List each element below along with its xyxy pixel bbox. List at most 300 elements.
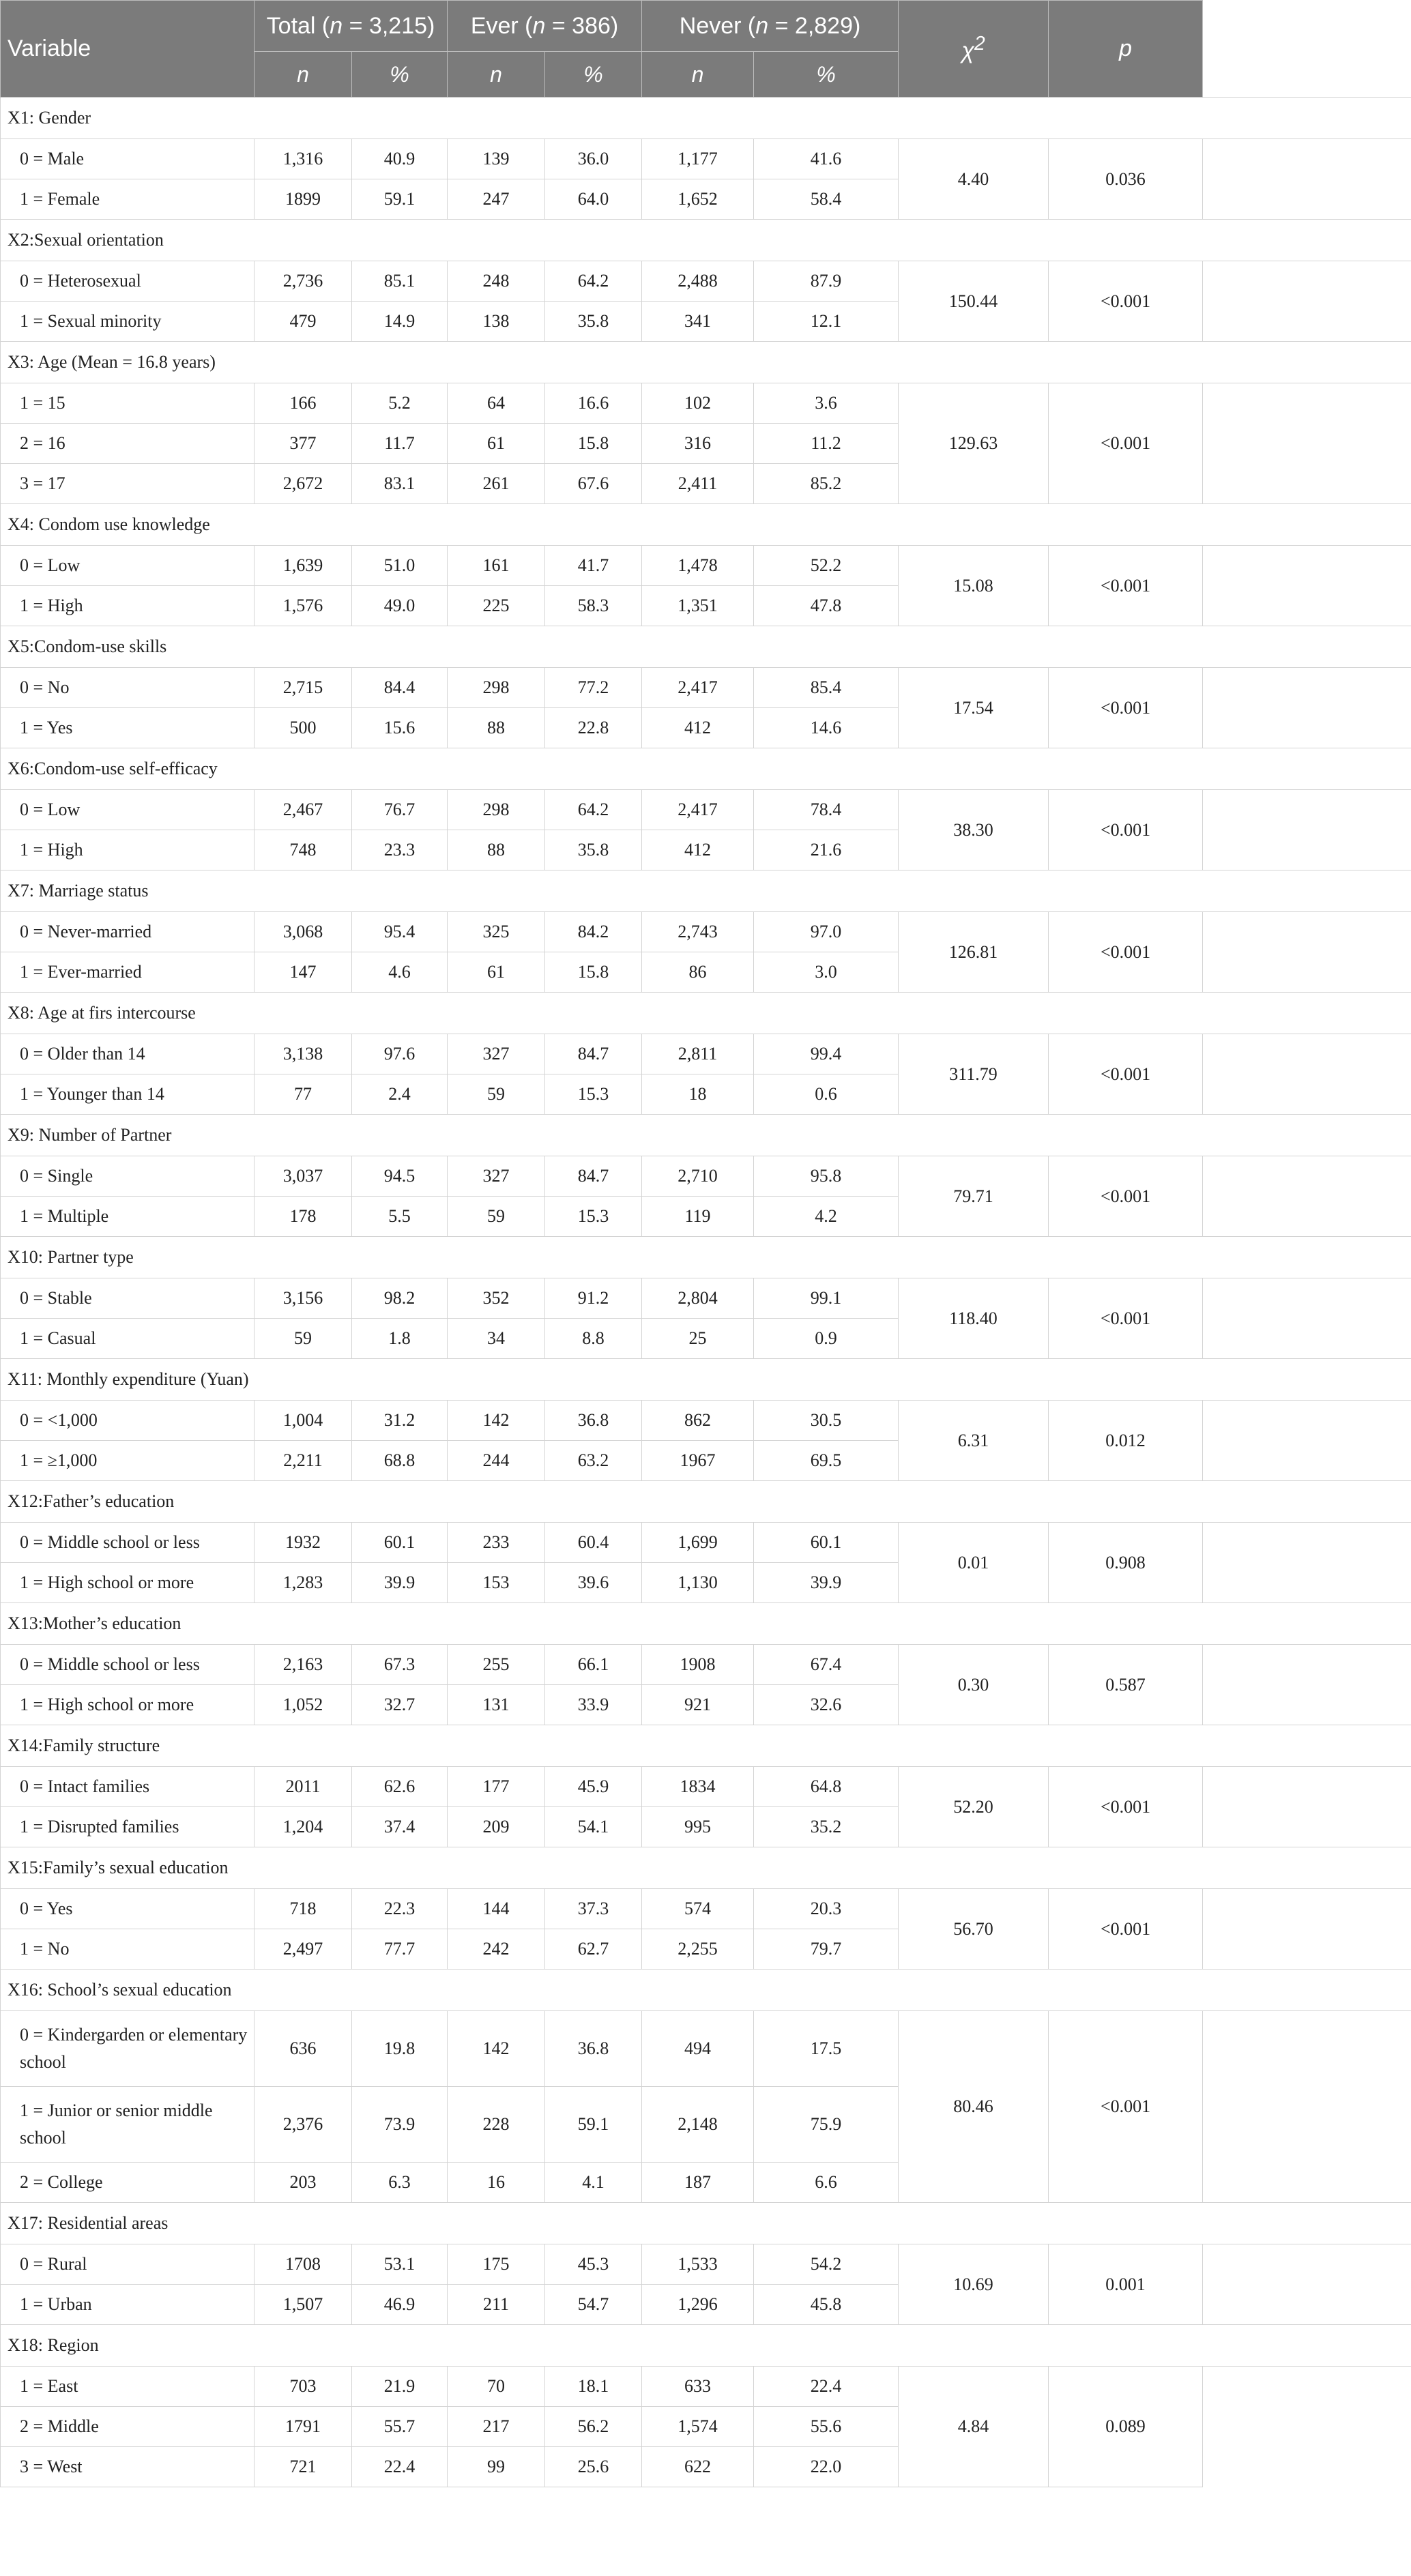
value-cell: 494 [642,2011,754,2087]
category-label: 1 = Female [1,179,254,220]
table-row [1,1401,1411,1441]
value-cell: 1,052 [254,1685,352,1725]
category-label: 1 = Urban [1,2285,254,2325]
value-cell: 636 [254,2011,352,2087]
chi-square-value: 56.70 [899,1889,1049,1970]
value-cell: 22.3 [352,1889,448,1929]
value-cell: 64.0 [545,179,642,220]
value-cell: 51.0 [352,546,448,586]
value-cell: 15.8 [545,952,642,993]
value-cell: 67.3 [352,1645,448,1685]
value-cell: 58.3 [545,586,642,626]
value-cell: 87.9 [754,261,899,302]
value-cell: 84.4 [352,668,448,708]
value-cell: 35.2 [754,1807,899,1847]
value-cell: 228 [448,2087,545,2163]
value-cell: 1,316 [254,139,352,179]
value-cell: 1,652 [642,179,754,220]
value-cell: 52.2 [754,546,899,586]
value-cell: 84.2 [545,912,642,952]
value-cell: 166 [254,383,352,424]
section-row [1,1725,1411,1767]
chi-square-value: 0.30 [899,1645,1049,1725]
category-label: 1 = Junior or senior middle school [1,2087,254,2163]
value-cell: 61 [448,952,545,993]
category-label: 3 = West [1,2447,254,2487]
chi-square-value: 129.63 [899,383,1049,504]
value-cell: 19.8 [352,2011,448,2087]
category-label: 1 = Casual [1,1319,254,1359]
section-row [1,1970,1411,2011]
p-value: <0.001 [1049,668,1203,748]
value-cell: 64.8 [754,1767,899,1807]
value-cell: 64.2 [545,790,642,830]
chi-square-value: 118.40 [899,1278,1049,1359]
value-cell: 703 [254,2367,352,2407]
category-label: 0 = Intact families [1,1767,254,1807]
value-cell: 119 [642,1197,754,1237]
value-cell: 178 [254,1197,352,1237]
p-value: <0.001 [1049,261,1203,342]
section-row [1,98,1411,139]
value-cell: 78.4 [754,790,899,830]
value-cell: 1,507 [254,2285,352,2325]
table-row [1,1767,1411,1807]
value-cell: 22.4 [352,2447,448,2487]
value-cell: 2,417 [642,668,754,708]
value-cell: 23.3 [352,830,448,870]
value-cell: 25 [642,1319,754,1359]
value-cell: 2,715 [254,668,352,708]
value-cell: 1,351 [642,586,754,626]
value-cell: 412 [642,830,754,870]
chi-square-value: 126.81 [899,912,1049,993]
value-cell: 1967 [642,1441,754,1481]
section-row [1,1359,1411,1401]
value-cell: 1,204 [254,1807,352,1847]
value-cell: 2.4 [352,1074,448,1115]
table-row [1,1278,1411,1319]
chi-square-value: 150.44 [899,261,1049,342]
p-value: 0.587 [1049,1645,1203,1725]
value-cell: 1,533 [642,2244,754,2285]
value-cell: 1,130 [642,1563,754,1603]
value-cell: 11.2 [754,424,899,464]
value-cell: 298 [448,790,545,830]
value-cell: 97.6 [352,1034,448,1074]
value-cell: 53.1 [352,2244,448,2285]
value-cell: 138 [448,302,545,342]
chi-square-value: 311.79 [899,1034,1049,1115]
table-body [1,98,1411,2487]
value-cell: 255 [448,1645,545,1685]
value-cell: 36.8 [545,2011,642,2087]
table-row [1,2367,1411,2407]
value-cell: 1708 [254,2244,352,2285]
value-cell: 327 [448,1156,545,1197]
p-value-header: p [1049,1,1203,98]
value-cell: 16 [448,2163,545,2203]
value-cell: 21.9 [352,2367,448,2407]
value-cell: 15.3 [545,1074,642,1115]
ever-pct-header: % [545,52,642,98]
value-cell: 12.1 [754,302,899,342]
never-n-header: n [642,52,754,98]
category-label: 1 = High school or more [1,1685,254,1725]
value-cell: 2,710 [642,1156,754,1197]
value-cell: 40.9 [352,139,448,179]
value-cell: 0.6 [754,1074,899,1115]
p-value: <0.001 [1049,1889,1203,1970]
value-cell: 574 [642,1889,754,1929]
p-value: 0.089 [1049,2367,1203,2487]
section-title: X11: Monthly expenditure (Yuan) [1,1359,1411,1401]
value-cell: 0.9 [754,1319,899,1359]
section-row [1,2203,1411,2244]
category-label: 1 = Sexual minority [1,302,254,342]
value-cell: 5.2 [352,383,448,424]
value-cell: 1932 [254,1523,352,1563]
value-cell: 22.4 [754,2367,899,2407]
value-cell: 325 [448,912,545,952]
p-value: 0.001 [1049,2244,1203,2325]
category-label: 1 = High [1,830,254,870]
value-cell: 66.1 [545,1645,642,1685]
value-cell: 22.8 [545,708,642,748]
category-label: 0 = Older than 14 [1,1034,254,1074]
value-cell: 11.7 [352,424,448,464]
chi-square-value: 79.71 [899,1156,1049,1237]
value-cell: 153 [448,1563,545,1603]
category-label: 0 = Single [1,1156,254,1197]
value-cell: 316 [642,424,754,464]
value-cell: 85.4 [754,668,899,708]
value-cell: 39.9 [754,1563,899,1603]
section-title: X7: Marriage status [1,870,1411,912]
value-cell: 79.7 [754,1929,899,1970]
value-cell: 3,156 [254,1278,352,1319]
value-cell: 248 [448,261,545,302]
value-cell: 60.4 [545,1523,642,1563]
table-row [1,790,1411,830]
value-cell: 67.6 [545,464,642,504]
value-cell: 55.6 [754,2407,899,2447]
category-label: 0 = Male [1,139,254,179]
value-cell: 131 [448,1685,545,1725]
value-cell: 75.9 [754,2087,899,2163]
p-value: <0.001 [1049,1156,1203,1237]
section-title: X15:Family’s sexual education [1,1847,1411,1889]
value-cell: 242 [448,1929,545,1970]
table-row [1,1645,1411,1685]
value-cell: 4.6 [352,952,448,993]
value-cell: 88 [448,708,545,748]
value-cell: 3.6 [754,383,899,424]
value-cell: 2,497 [254,1929,352,1970]
category-label: 1 = No [1,1929,254,1970]
value-cell: 68.8 [352,1441,448,1481]
value-cell: 1.8 [352,1319,448,1359]
category-label: 2 = 16 [1,424,254,464]
value-cell: 500 [254,708,352,748]
total-pct-header: % [352,52,448,98]
table-row [1,261,1411,302]
p-value: <0.001 [1049,383,1203,504]
value-cell: 6.3 [352,2163,448,2203]
value-cell: 2,467 [254,790,352,830]
category-label: 3 = 17 [1,464,254,504]
value-cell: 32.6 [754,1685,899,1725]
chi-square-header: $\chi^2$ [899,1,1049,98]
category-label: 0 = Kindergarden or elementary school [1,2011,254,2087]
value-cell: 187 [642,2163,754,2203]
value-cell: 54.7 [545,2285,642,2325]
value-cell: 69.5 [754,1441,899,1481]
value-cell: 2011 [254,1767,352,1807]
value-cell: 59.1 [545,2087,642,2163]
value-cell: 3,138 [254,1034,352,1074]
value-cell: 88 [448,830,545,870]
p-value: <0.001 [1049,2011,1203,2203]
value-cell: 37.3 [545,1889,642,1929]
value-cell: 161 [448,546,545,586]
p-value: 0.908 [1049,1523,1203,1603]
value-cell: 144 [448,1889,545,1929]
value-cell: 1,576 [254,586,352,626]
value-cell: 55.7 [352,2407,448,2447]
value-cell: 62.6 [352,1767,448,1807]
table-row [1,1034,1411,1074]
value-cell: 718 [254,1889,352,1929]
value-cell: 49.0 [352,586,448,626]
value-cell: 70 [448,2367,545,2407]
table-row [1,1156,1411,1197]
value-cell: 862 [642,1401,754,1441]
value-cell: 77.2 [545,668,642,708]
table-header [1,1,1411,98]
table-row [1,1889,1411,1929]
category-label: 0 = Never-married [1,912,254,952]
value-cell: 95.4 [352,912,448,952]
value-cell: 61 [448,424,545,464]
value-cell: 59 [448,1197,545,1237]
value-cell: 3,037 [254,1156,352,1197]
value-cell: 60.1 [352,1523,448,1563]
table-row [1,383,1411,424]
value-cell: 33.9 [545,1685,642,1725]
p-value: 0.012 [1049,1401,1203,1481]
value-cell: 36.8 [545,1401,642,1441]
value-cell: 60.1 [754,1523,899,1563]
value-cell: 233 [448,1523,545,1563]
ever-group-header: Ever (n = 386) [448,1,642,52]
value-cell: 45.3 [545,2244,642,2285]
section-title: X1: Gender [1,98,1411,139]
value-cell: 77 [254,1074,352,1115]
p-value: <0.001 [1049,790,1203,870]
value-cell: 17.5 [754,2011,899,2087]
p-value: <0.001 [1049,1278,1203,1359]
value-cell: 217 [448,2407,545,2447]
value-cell: 84.7 [545,1156,642,1197]
category-label: 0 = Low [1,546,254,586]
value-cell: 1,296 [642,2285,754,2325]
value-cell: 59 [254,1319,352,1359]
section-row [1,748,1411,790]
value-cell: 59.1 [352,179,448,220]
value-cell: 1,639 [254,546,352,586]
section-row [1,1603,1411,1645]
variable-header: Variable [1,1,254,98]
value-cell: 341 [642,302,754,342]
value-cell: 995 [642,1807,754,1847]
value-cell: 2,743 [642,912,754,952]
category-label: 1 = Younger than 14 [1,1074,254,1115]
category-label: 0 = <1,000 [1,1401,254,1441]
value-cell: 1,177 [642,139,754,179]
section-row [1,342,1411,383]
chi-square-value: 4.84 [899,2367,1049,2487]
value-cell: 2,255 [642,1929,754,1970]
value-cell: 479 [254,302,352,342]
table-row [1,912,1411,952]
value-cell: 3.0 [754,952,899,993]
value-cell: 147 [254,952,352,993]
section-title: X14:Family structure [1,1725,1411,1767]
value-cell: 1,478 [642,546,754,586]
value-cell: 14.6 [754,708,899,748]
chi-square-value: 52.20 [899,1767,1049,1847]
p-value: <0.001 [1049,546,1203,626]
chi-square-value: 15.08 [899,546,1049,626]
table-row [1,1523,1411,1563]
value-cell: 244 [448,1441,545,1481]
p-value: 0.036 [1049,139,1203,220]
value-cell: 622 [642,2447,754,2487]
value-cell: 102 [642,383,754,424]
value-cell: 41.7 [545,546,642,586]
total-group-header: Total (n = 3,215) [254,1,448,52]
value-cell: 2,736 [254,261,352,302]
value-cell: 34 [448,1319,545,1359]
total-n-header: n [254,52,352,98]
value-cell: 15.3 [545,1197,642,1237]
p-value: <0.001 [1049,1767,1203,1847]
table-row [1,668,1411,708]
value-cell: 98.2 [352,1278,448,1319]
table-row [1,139,1411,179]
value-cell: 56.2 [545,2407,642,2447]
value-cell: 1,283 [254,1563,352,1603]
section-title: X3: Age (Mean = 16.8 years) [1,342,1411,383]
value-cell: 30.5 [754,1401,899,1441]
chi-square-value: 4.40 [899,139,1049,220]
value-cell: 76.7 [352,790,448,830]
table-row [1,2244,1411,2285]
value-cell: 1791 [254,2407,352,2447]
section-title: X17: Residential areas [1,2203,1411,2244]
value-cell: 99.1 [754,1278,899,1319]
value-cell: 64 [448,383,545,424]
value-cell: 2,488 [642,261,754,302]
value-cell: 412 [642,708,754,748]
section-title: X9: Number of Partner [1,1115,1411,1156]
table-row [1,546,1411,586]
value-cell: 85.1 [352,261,448,302]
category-label: 0 = Rural [1,2244,254,2285]
value-cell: 77.7 [352,1929,448,1970]
value-cell: 2,148 [642,2087,754,2163]
value-cell: 20.3 [754,1889,899,1929]
value-cell: 15.8 [545,424,642,464]
category-label: 0 = Middle school or less [1,1645,254,1685]
value-cell: 45.9 [545,1767,642,1807]
value-cell: 25.6 [545,2447,642,2487]
section-title: X12:Father’s education [1,1481,1411,1523]
value-cell: 5.5 [352,1197,448,1237]
category-label: 0 = Low [1,790,254,830]
ever-n-header: n [448,52,545,98]
section-title: X10: Partner type [1,1237,1411,1278]
category-label: 1 = 15 [1,383,254,424]
value-cell: 21.6 [754,830,899,870]
section-row [1,504,1411,546]
value-cell: 99.4 [754,1034,899,1074]
value-cell: 247 [448,179,545,220]
category-label: 1 = High school or more [1,1563,254,1603]
value-cell: 298 [448,668,545,708]
value-cell: 59 [448,1074,545,1115]
value-cell: 142 [448,1401,545,1441]
category-label: 1 = Yes [1,708,254,748]
table-row [1,2011,1411,2087]
section-title: X6:Condom-use self-efficacy [1,748,1411,790]
value-cell: 1,699 [642,1523,754,1563]
value-cell: 175 [448,2244,545,2285]
section-title: X4: Condom use knowledge [1,504,1411,546]
category-label: 0 = Stable [1,1278,254,1319]
value-cell: 633 [642,2367,754,2407]
value-cell: 2,672 [254,464,352,504]
chi-square-value: 17.54 [899,668,1049,748]
value-cell: 4.2 [754,1197,899,1237]
category-label: 1 = ≥1,000 [1,1441,254,1481]
section-row [1,220,1411,261]
value-cell: 64.2 [545,261,642,302]
p-value: <0.001 [1049,912,1203,993]
value-cell: 2,811 [642,1034,754,1074]
section-title: X2:Sexual orientation [1,220,1411,261]
value-cell: 14.9 [352,302,448,342]
section-title: X16: School’s sexual education [1,1970,1411,2011]
value-cell: 62.7 [545,1929,642,1970]
value-cell: 8.8 [545,1319,642,1359]
section-row [1,2325,1411,2367]
value-cell: 2,804 [642,1278,754,1319]
section-row [1,1481,1411,1523]
value-cell: 4.1 [545,2163,642,2203]
value-cell: 35.8 [545,830,642,870]
value-cell: 2,376 [254,2087,352,2163]
value-cell: 41.6 [754,139,899,179]
section-row [1,626,1411,668]
value-cell: 142 [448,2011,545,2087]
value-cell: 99 [448,2447,545,2487]
value-cell: 91.2 [545,1278,642,1319]
chi-square-value: 6.31 [899,1401,1049,1481]
value-cell: 1,574 [642,2407,754,2447]
value-cell: 1,004 [254,1401,352,1441]
